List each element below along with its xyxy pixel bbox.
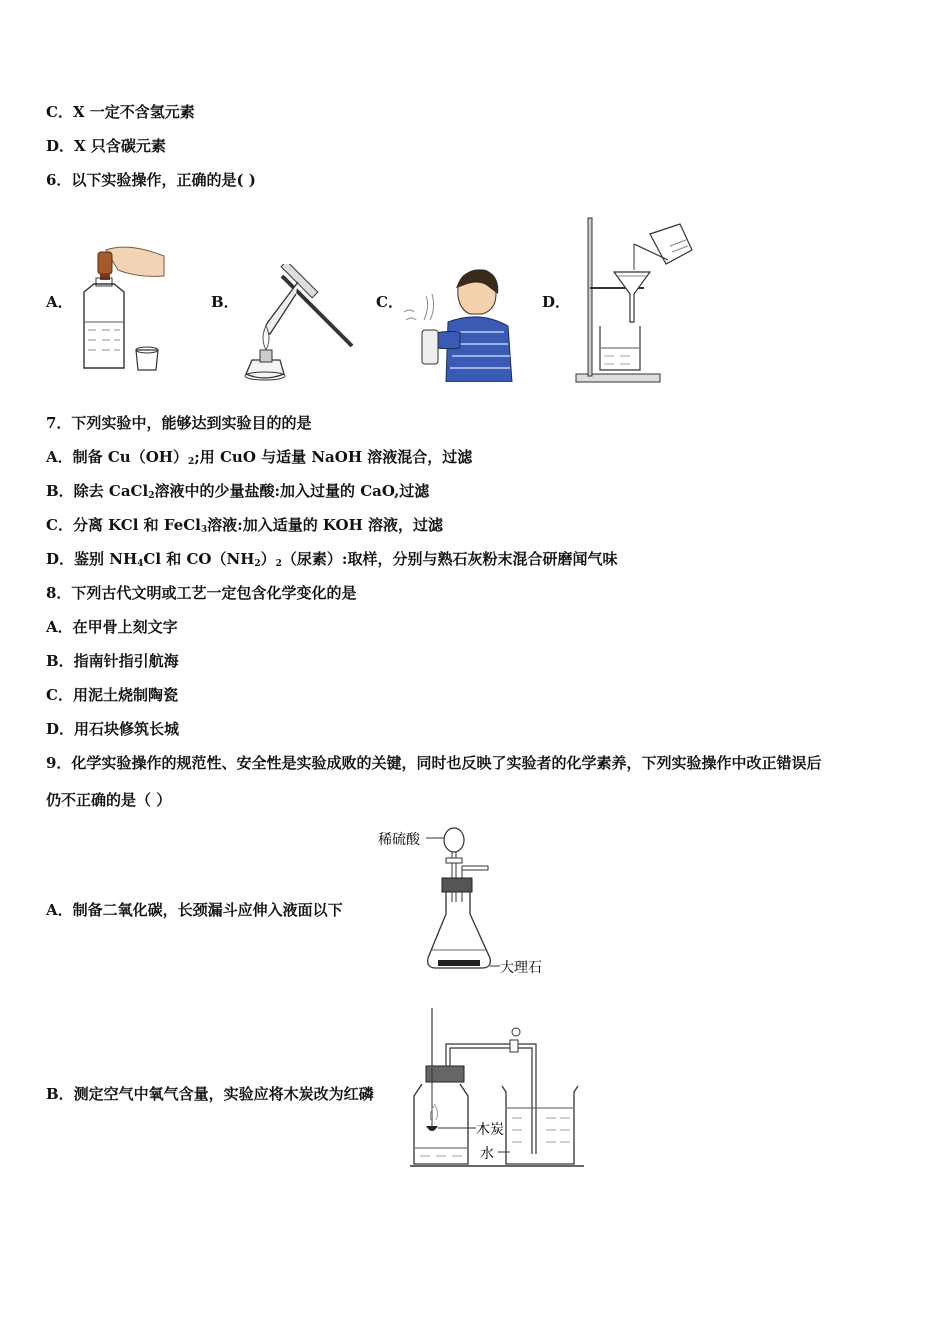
option-d-prev: D．X 只含碳元素 — [46, 137, 166, 155]
q7-option-c: C．分离 KCl 和 FeCl$_3$溶液:加入适量的 KOH 溶液，过滤 — [46, 516, 444, 535]
q6-figure-d-filtration — [570, 214, 696, 384]
q8-option-b: B．指南针指引航海 — [46, 652, 179, 670]
question-9-stem-line1: 9．化学实验操作的规范性、安全性是实验成败的关键，同时也反映了实验者的化学素养，下列实验操作中改正错误后 — [46, 754, 822, 772]
question-8-stem: 8．下列古代文明或工艺一定包含化学变化的是 — [46, 584, 357, 602]
q9-fig-b-label-water: 水 — [480, 1146, 494, 1162]
question-9-stem-line2: 仍不正确的是（ ） — [46, 791, 172, 809]
q6-label-b: B． — [211, 293, 239, 311]
q9-fig-a-label-bottom: 大理石 — [500, 960, 542, 976]
q8-option-c: C．用泥土烧制陶瓷 — [46, 686, 178, 704]
q6-figure-c-smelling-gas — [400, 266, 518, 382]
option-c-prev: C．X 一定不含氢元素 — [46, 103, 195, 121]
q8-option-a: A．在甲骨上刻文字 — [46, 618, 178, 636]
q8-option-d: D．用石块修筑长城 — [46, 720, 180, 738]
q9-figure-a-co2-generator — [376, 822, 556, 978]
q7-option-d: D．鉴别 $NH_4Cl$ 和 $CO(NH_2)_2$（尿素）:取样，分别与熟石灰粉末混合研磨闻气味 — [46, 550, 618, 569]
q9-option-a: A．制备二氧化碳，长颈漏斗应伸入液面以下 — [46, 901, 343, 919]
q6-figure-a-pouring-reagent — [78, 242, 170, 376]
q6-figure-b-heating-test-tube — [238, 264, 356, 382]
question-6-stem: 6．以下实验操作，正确的是( ) — [46, 171, 256, 189]
q6-label-d: D． — [542, 293, 571, 311]
q9-fig-b-label-charcoal: 木炭 — [476, 1122, 504, 1138]
q9-option-b: B．测定空气中氧气含量，实验应将木炭改为红磷 — [46, 1085, 374, 1103]
q7-option-b: B．除去 CaCl$_2$溶液中的少量盐酸:加入过量的 CaO,过滤 — [46, 482, 430, 501]
q9-figure-b-oxygen-measurement — [406, 1004, 590, 1170]
question-7-stem: 7．下列实验中，能够达到实验目的的是 — [46, 414, 312, 432]
q6-label-a: A． — [46, 293, 73, 311]
q7-option-a: A．制备 $Cu(OH)_2$;用 CuO 与适量 NaOH 溶液混合，过滤 — [46, 448, 473, 467]
q9-fig-a-label-top: 稀硫酸 — [378, 832, 420, 848]
q6-label-c: C． — [376, 293, 403, 311]
